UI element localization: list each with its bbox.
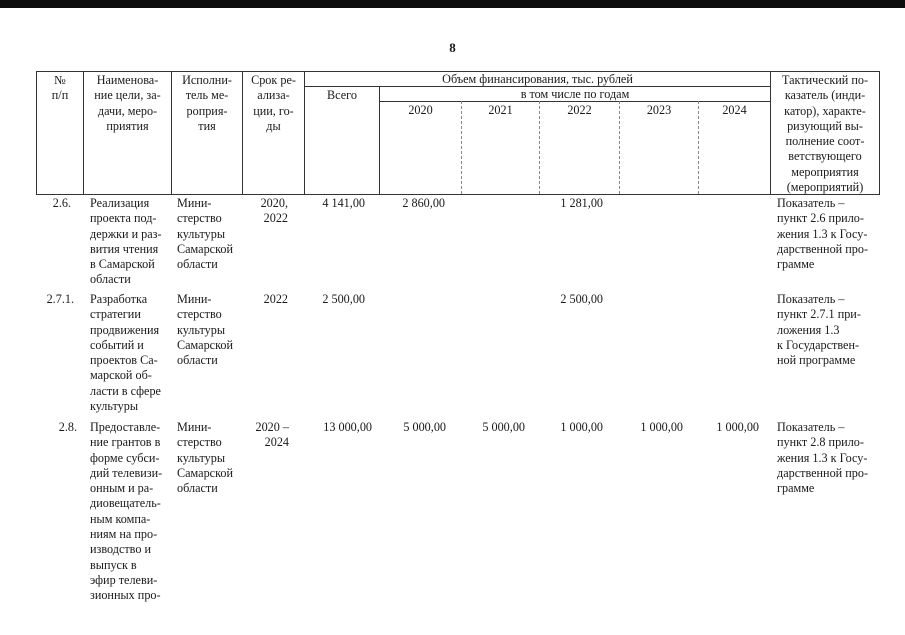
row-num: 2.8. (58, 420, 77, 434)
header-name: Наименова- ние цели, за- дачи, меро- приятия (94, 73, 161, 133)
page-number: 8 (449, 40, 456, 55)
header-year-2023: 2023 (646, 103, 672, 117)
row-term: 2022 (263, 292, 288, 306)
row-2020: 2 860,00 (402, 196, 445, 210)
col-border (879, 71, 880, 195)
row-2022: 1 281,00 (560, 196, 603, 210)
row-term: 2020, 2022 (260, 196, 288, 226)
scan-edge-bar (0, 0, 905, 8)
row-total: 2 500,00 (322, 292, 365, 306)
row-executor: Мини- стерство культуры Самарской области (177, 420, 233, 496)
row-num: 2.6. (52, 196, 71, 210)
header-financing: Объем финансирования, тыс. рублей (442, 72, 633, 86)
row-2020: 5 000,00 (403, 420, 446, 434)
header-num: № п/п (51, 73, 69, 103)
row-2024: 1 000,00 (716, 420, 759, 434)
header-indicator: Тактический по- казатель (инди- катор), характе- ризующий вы- полнение соот- ветствующего мероприятия (мероприятий) (781, 73, 869, 195)
header-year-2022: 2022 (567, 103, 592, 117)
row-indicator: Показатель – пункт 2.8 прило- жения 1.3 к Госу- дарственной про- грамме (777, 420, 869, 496)
header-year-2020: 2020 (408, 103, 433, 117)
row-2021: 5 000,00 (482, 420, 525, 434)
header-bottom-rule (36, 194, 880, 195)
row-executor: Мини- стерство культуры Самарской области (177, 196, 233, 272)
header-year-2021: 2021 (488, 103, 513, 117)
row-2022: 2 500,00 (560, 292, 603, 306)
row-indicator: Показатель – пункт 2.7.1 при- ложения 1.3 к Государствен- ной программе (777, 292, 861, 368)
header-executor: Исполни- тель ме- роприя- тия (182, 73, 232, 133)
header-by-years: в том числе по годам (520, 87, 630, 101)
row-2023: 1 000,00 (640, 420, 683, 434)
row-name: Реализация проекта под- держки и раз- вития чтения в Самарской области (90, 196, 162, 287)
header-term: Срок ре- ализа- ции, го- ды (251, 73, 296, 133)
row-term: 2020 – 2024 (255, 420, 289, 450)
row-total: 13 000,00 (323, 420, 372, 434)
row-2022: 1 000,00 (560, 420, 603, 434)
row-indicator: Показатель – пункт 2.6 прило- жения 1.3 к Госу- дарственной про- грамме (777, 196, 869, 272)
row-num: 2.7.1. (46, 292, 74, 306)
row-name: Предоставле- ние грантов в форме субси- дий телевизи- онным и ра- диовещатель- ным компа- ниям на про- изводство и выпуск в эфир телеви- зионных про- (90, 420, 163, 603)
header-year-2024: 2024 (722, 103, 747, 117)
header-total: Всего (327, 88, 357, 102)
row-executor: Мини- стерство культуры Самарской области (177, 292, 233, 368)
row-name: Разработка стратегии продвижения событий и проектов Са- марской об- ласти в сфере культуры (90, 292, 161, 414)
row-total: 4 141,00 (322, 196, 365, 210)
